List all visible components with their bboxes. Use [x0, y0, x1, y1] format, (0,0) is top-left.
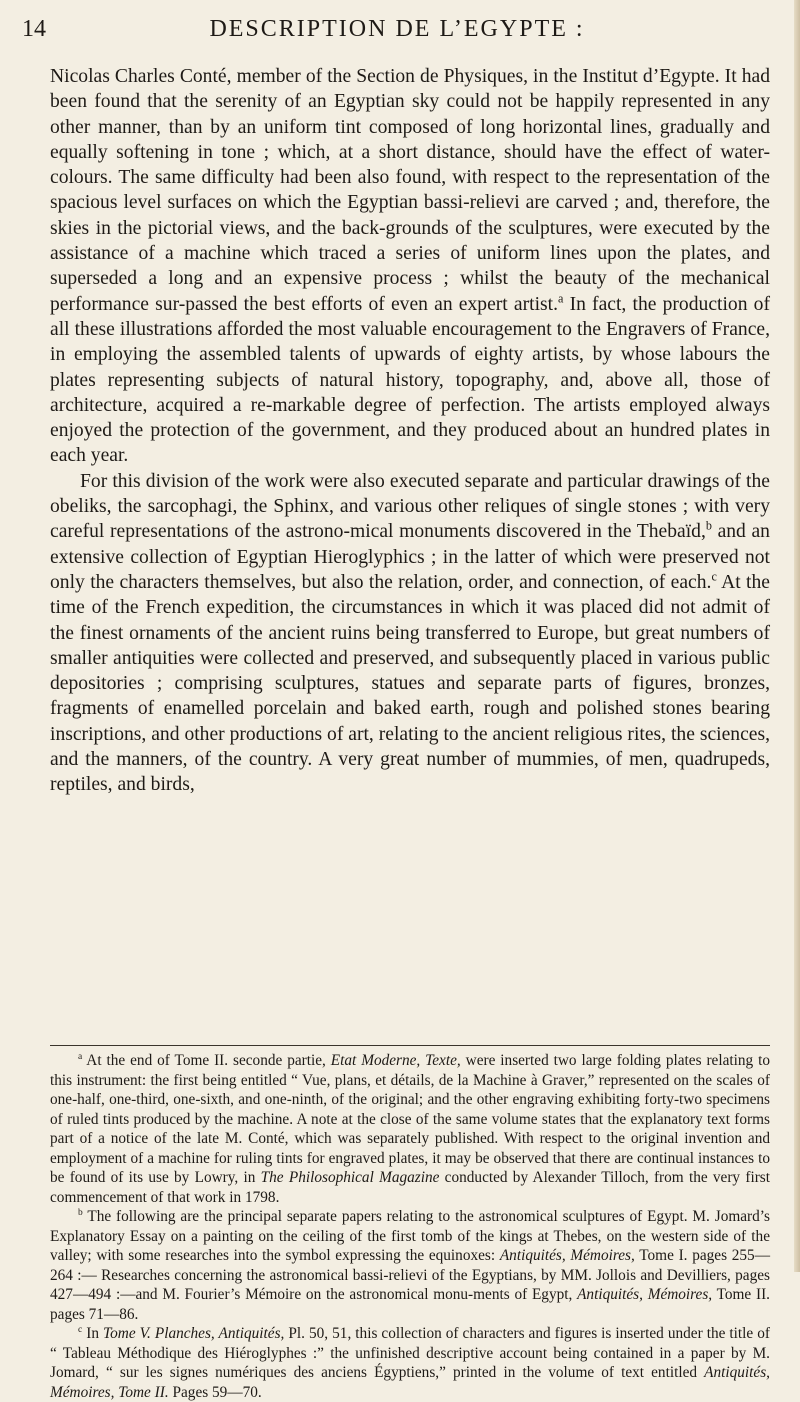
- main-text: [50, 64, 770, 798]
- footnote-marker-a: a: [78, 1051, 83, 1062]
- paragraph-2: [50, 469, 770, 798]
- footnote-b-text-2: Tome I. pages 255—264 :— Researches concerning the astronomical bassi-relievi of the Egyptians, by MM. Jollois and Devilliers, pages 427—494 :—and M. Fourier’s Mémoire on the astronomical monu-ments of Egypt,: [50, 1247, 770, 1303]
- footnote-b-italic-2: Antiquités, Mémoires,: [577, 1286, 713, 1303]
- page-edge-shadow: [794, 0, 800, 1272]
- footnote-marker-c: c: [78, 1324, 83, 1335]
- paragraph-1: [50, 64, 770, 469]
- running-title: DESCRIPTION DE L’EGYPTE :: [209, 16, 585, 42]
- footnote-ref-b[interactable]: b: [705, 518, 712, 533]
- footnote-c: [50, 1324, 770, 1402]
- footnote-ref-c[interactable]: c: [711, 569, 717, 584]
- page-header: [22, 12, 772, 52]
- footnote-c-text-2: Pages 59—70.: [168, 1383, 262, 1401]
- footnote-c-text-1: Pl. 50, 51, this collection of characters and figures is inserted under the title of “ Tableau Méthodique des Hiéroglyphes :” the unfinished descriptive account being contained in a paper by M. Jomard, “ sur les signes numériques des anciens Égyptiens,” printed in the volume of text entitled: [50, 1325, 770, 1381]
- paragraph-2-text-a: For this division of the work were also executed separate and particular drawings of the obeliks, the sarcophagi, the Sphinx, and various other reliques of single stones ; with very careful representations of the astrono-mical monuments discovered in the Thebaïd,: [50, 470, 770, 543]
- paragraph-2-text-c: At the time of the French expedition, the circumstances in which it was placed did not admit of the finest ornaments of the ancient ruins being transferred to Europe, but great numbers of smaller antiquities were collected and preserved, and subsequently placed in various public depositories ; comprising sculptures, statues and separate parts of figures, bronzes, fragments of enamelled porcelain and baked earth, rough and polished stones bearing inscriptions, and other productions of art, relating to the ancient religious rites, the sciences, and the manners, of the country. A very great number of mummies, of men, quadrupeds, reptiles, and birds,: [50, 571, 770, 796]
- footnote-c-text-0: In: [86, 1325, 104, 1342]
- footnote-c-italic-0: Tome V. Planches, Antiquités,: [103, 1325, 285, 1342]
- footnote-a-text-3: conducted by Alexander Tilloch, from the very first commencement of that work in 1798.: [50, 1169, 770, 1206]
- footnotes: [50, 1051, 770, 1402]
- footnote-a-italic-1: Etat Moderne, Texte,: [330, 1052, 461, 1069]
- footnote-a-text-2: were inserted two large folding plates relating to this instrument: the first being entitled “ Vue, plans, et détails, de la Machine à Graver,” represented on the scales of one-half, one-third, one-sixth, and one-ninth, of the original; and the other engraving exhibiting forty-two specimens of ruled tints produced by the machine. A note at the close of the same volume states that the explanatory text forms part of a notice of the late M. Conté, which was separately published. With respect to the original invention and employment of a machine for ruling tints for engraved plates, it may be observed that there are continual instances to be found of its use by Lowry, in: [50, 1052, 770, 1186]
- footnote-marker-b: b: [78, 1207, 83, 1218]
- footnote-b-italic-1: Antiquités, Mémoires,: [499, 1247, 635, 1264]
- footnote-a-italic-2: The Philosophical Magazine: [260, 1169, 440, 1186]
- footnote-b-text-3: Tome II. pages 71—86.: [50, 1286, 770, 1323]
- paragraph-1-text-b: In fact, the production of all these illustrations afforded the most valuable encouragement to the Engravers of France, in employing the assembled talents of upwards of eighty artists, by whose labours the plates representing subjects of natural history, topography, and, above all, those of architecture, acquired a re-markable degree of perfection. The artists employed always enjoyed the protection of the government, and they produced about an hundred plates in each year.: [50, 293, 770, 467]
- footnote-ref-a[interactable]: a: [558, 291, 564, 306]
- footnote-divider: [50, 1045, 770, 1046]
- footnote-b-text-1: The following are the principal separate papers relating to the astronomical sculptures of Egypt. M. Jomard’s Explanatory Essay on a painting on the ceiling of the first tomb of the kings at Thebes, on the western side of the valley; with some researches into the symbol expressing the equinoxes:: [50, 1208, 770, 1264]
- footnote-a: [50, 1051, 770, 1207]
- paragraph-2-text-b: and an extensive collection of Egyptian Hieroglyphics ; in the latter of which were preserved not only the characters themselves, but also the relation, order, and connection, of each.: [50, 521, 770, 593]
- footnote-a-text-1: At the end of Tome II. seconde partie,: [86, 1052, 331, 1069]
- footnote-b: [50, 1207, 770, 1324]
- paragraph-1-text-a: Nicolas Charles Conté, member of the Section de Physiques, in the Institut d’Egypte. It had been found that the serenity of an Egyptian sky could not be happily represented in any other manner, than by an uniform tint composed of long horizontal lines, gradually and equally softening in tone ; which, at a short distance, should have the effect of water-colours. The same difficulty had been also found, with respect to the representation of the spacious level surfaces on which the Egyptian bassi-relievi are carved ; and, therefore, the skies in the pictorial views, and the back-grounds of the sculptures, were executed by the assistance of a machine which traced a series of uniform lines upon the plates, and superseded a long and an expensive process ; whilst the beauty of the mechanical performance sur-passed the best efforts of even an expert artist.: [50, 66, 770, 315]
- page-number: 14: [22, 16, 46, 42]
- footnote-c-italic-1: Antiquités, Mémoires, Tome II.: [50, 1364, 770, 1401]
